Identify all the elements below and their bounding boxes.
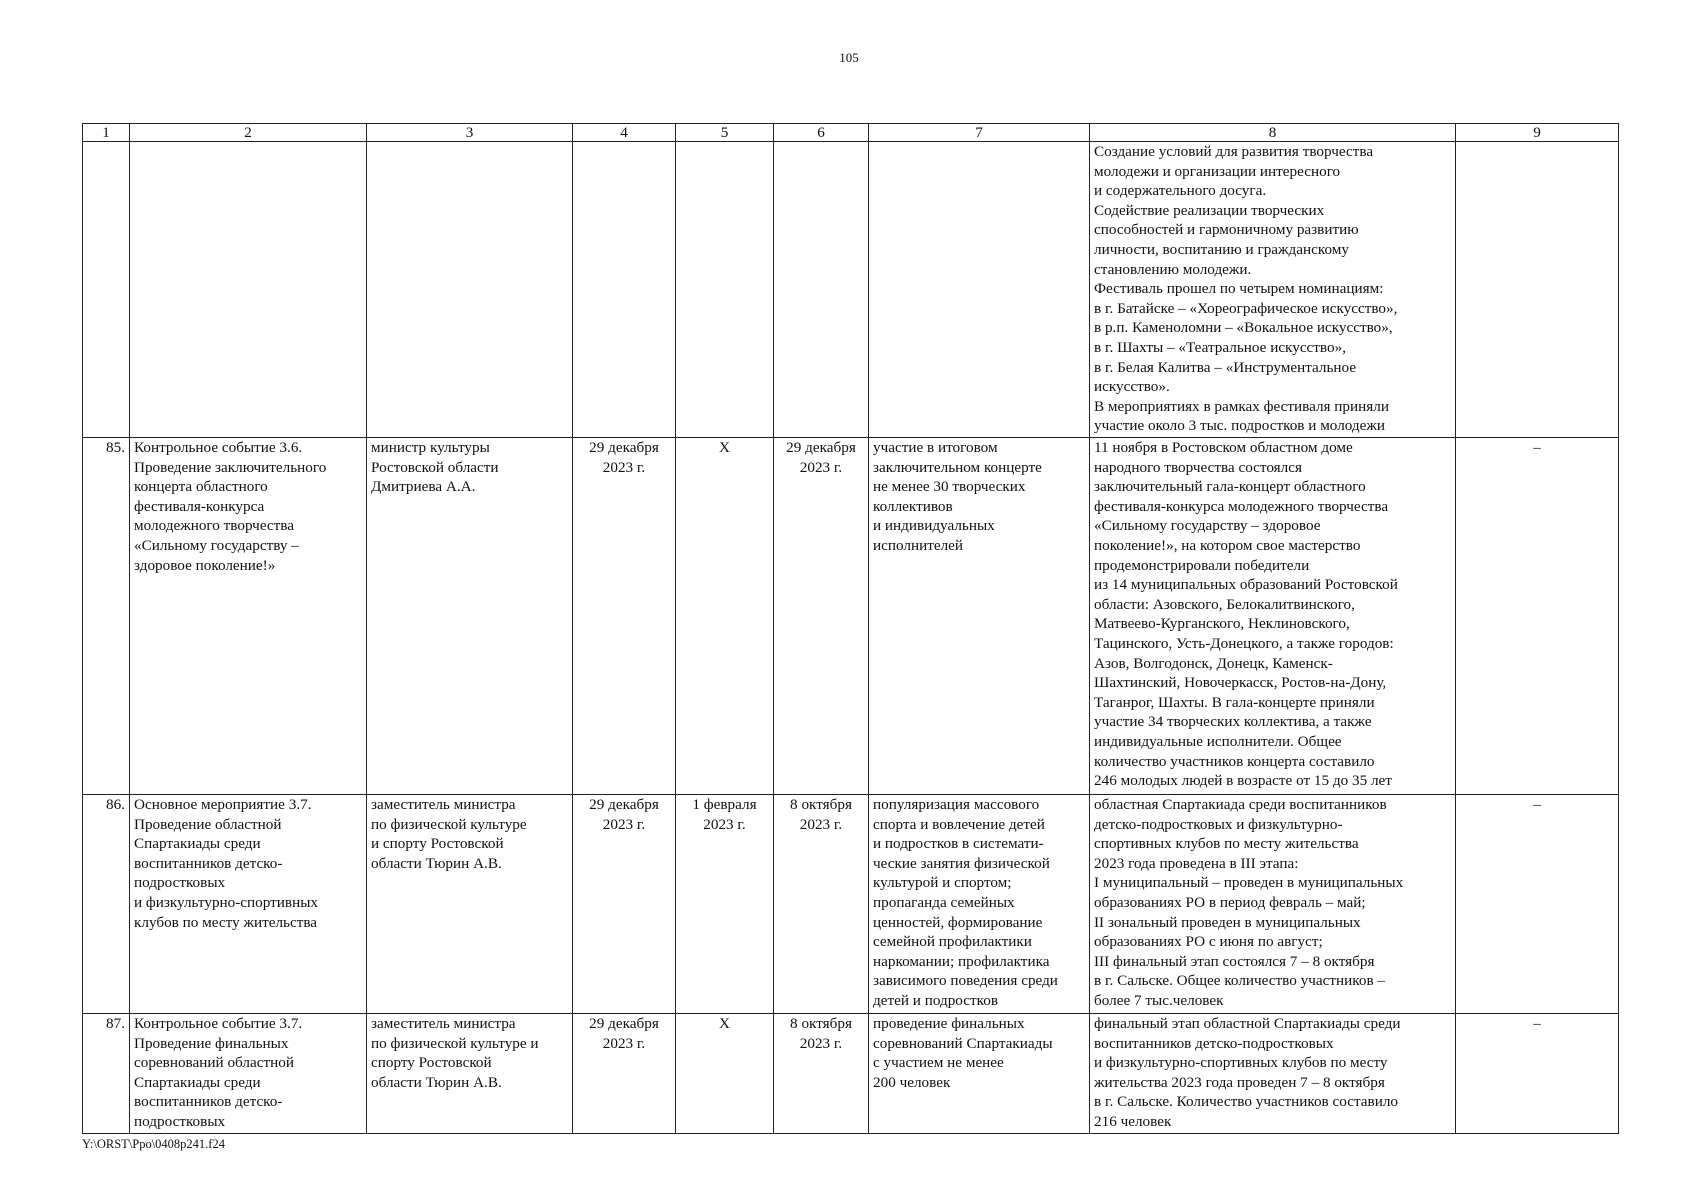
- responsible-person: [367, 142, 573, 438]
- actual-start: [676, 142, 774, 438]
- file-path-footer: Y:\ORST\Ppo\0408p241.f24: [82, 1137, 225, 1151]
- note: [1456, 142, 1619, 438]
- expected-result: участие в итоговом заключительном концерте не менее 30 творческих коллективов и индивидуальных исполнителей: [869, 438, 1090, 795]
- planned-deadline: 29 декабря 2023 г.: [573, 438, 676, 795]
- event-name: Контрольное событие 3.7. Проведение финальных соревнований областной Спартакиады среди воспитанников детско- подростковых: [130, 1014, 367, 1134]
- planned-deadline: 29 декабря 2023 г.: [573, 795, 676, 1014]
- note: –: [1456, 1014, 1619, 1134]
- expected-result: [869, 142, 1090, 438]
- responsible-person: министр культуры Ростовской области Дмитриева А.А.: [367, 438, 573, 795]
- table-row: [83, 142, 1619, 438]
- actual-result: 11 ноября в Ростовском областном доме народного творчества состоялся заключительный гала-концерт областного фестиваля-конкурса молодежного творчества «Сильному государству – здоровое поколение!», на котором свое мастерство продемонстрировали победители из 14 муниципальных образований Ростовской области: Азовского, Белокалитвинского, Матвеево-Курганского, Неклиновского, Тацинского, Усть-Донецкого, а также городов: Азов, Волгодонск, Донецк, Каменск- Шахтинский, Новочеркасск, Ростов-на-Дону, Таганрог, Шахты. В гала-концерте приняли участие 34 творческих коллектива, а также индивидуальные исполнители. Общее количество участников концерта составило 246 молодых людей в возрасте от 15 до 35 лет: [1090, 438, 1456, 795]
- actual-start: 1 февраля 2023 г.: [676, 795, 774, 1014]
- row-number: 86.: [83, 795, 130, 1014]
- note: –: [1456, 438, 1619, 795]
- actual-end: 8 октября 2023 г.: [774, 1014, 869, 1134]
- column-header: 5: [676, 124, 774, 142]
- planned-deadline: 29 декабря 2023 г.: [573, 1014, 676, 1134]
- actual-result: Создание условий для развития творчества молодежи и организации интересного и содержательного досуга. Содействие реализации творческих способностей и гармоничному развитию личности, воспитанию и гражданскому становлению молодежи. Фестиваль прошел по четырем номинациям: в г. Батайске – «Хореографическое искусство», в р.п. Каменоломни – «Вокальное искусство», в г. Шахты – «Театральное искусство», в г. Белая Калитва – «Инструментальное искусство». В мероприятиях в рамках фестиваля приняли участие около 3 тыс. подростков и молодежи: [1090, 142, 1456, 438]
- column-header: 4: [573, 124, 676, 142]
- row-number: 87.: [83, 1014, 130, 1134]
- actual-end: 29 декабря 2023 г.: [774, 438, 869, 795]
- column-header: 8: [1090, 124, 1456, 142]
- page-number: 105: [839, 50, 859, 65]
- column-header: 9: [1456, 124, 1619, 142]
- column-header: 6: [774, 124, 869, 142]
- event-name: Основное мероприятие 3.7. Проведение областной Спартакиады среди воспитанников детско- подростковых и физкультурно-спортивных клубов по месту жительства: [130, 795, 367, 1014]
- event-name: Контрольное событие 3.6. Проведение заключительного концерта областного фестиваля-конкурса молодежного творчества «Сильному государству – здоровое поколение!»: [130, 438, 367, 795]
- report-table: [82, 123, 1619, 1134]
- column-header: 3: [367, 124, 573, 142]
- responsible-person: заместитель министра по физической культуре и спорту Ростовской области Тюрин А.В.: [367, 1014, 573, 1134]
- planned-deadline: [573, 142, 676, 438]
- actual-end: 8 октября 2023 г.: [774, 795, 869, 1014]
- column-header: 2: [130, 124, 367, 142]
- expected-result: популяризация массового спорта и вовлечение детей и подростков в системати- ческие занятия физической культурой и спортом; пропаганда семейных ценностей, формирование семейной профилактики наркомании; профилактика зависимого поведения среди детей и подростков: [869, 795, 1090, 1014]
- row-number: 85.: [83, 438, 130, 795]
- table-row: [83, 1014, 1619, 1134]
- actual-result: областная Спартакиада среди воспитанников детско-подростковых и физкультурно- спортивных клубов по месту жительства 2023 года проведена в III этапа: I муниципальный – проведен в муниципальных образованиях РО в период февраль – май; II зональный проведен в муниципальных образованиях РО с июня по август; III финальный этап состоялся 7 – 8 октября в г. Сальске. Общее количество участников – более 7 тыс.человек: [1090, 795, 1456, 1014]
- actual-end: [774, 142, 869, 438]
- table-row: [83, 438, 1619, 795]
- table-row: [83, 795, 1619, 1014]
- event-name: [130, 142, 367, 438]
- actual-result: финальный этап областной Спартакиады среди воспитанников детско-подростковых и физкультурно-спортивных клубов по месту жительства 2023 года проведен 7 – 8 октября в г. Сальске. Количество участников составило 216 человек: [1090, 1014, 1456, 1134]
- responsible-person: заместитель министра по физической культуре и спорту Ростовской области Тюрин А.В.: [367, 795, 573, 1014]
- expected-result: проведение финальных соревнований Спартакиады с участием не менее 200 человек: [869, 1014, 1090, 1134]
- row-number: [83, 142, 130, 438]
- column-header: 1: [83, 124, 130, 142]
- note: –: [1456, 795, 1619, 1014]
- header-row: [83, 124, 1619, 142]
- column-header: 7: [869, 124, 1090, 142]
- actual-start: Х: [676, 1014, 774, 1134]
- actual-start: Х: [676, 438, 774, 795]
